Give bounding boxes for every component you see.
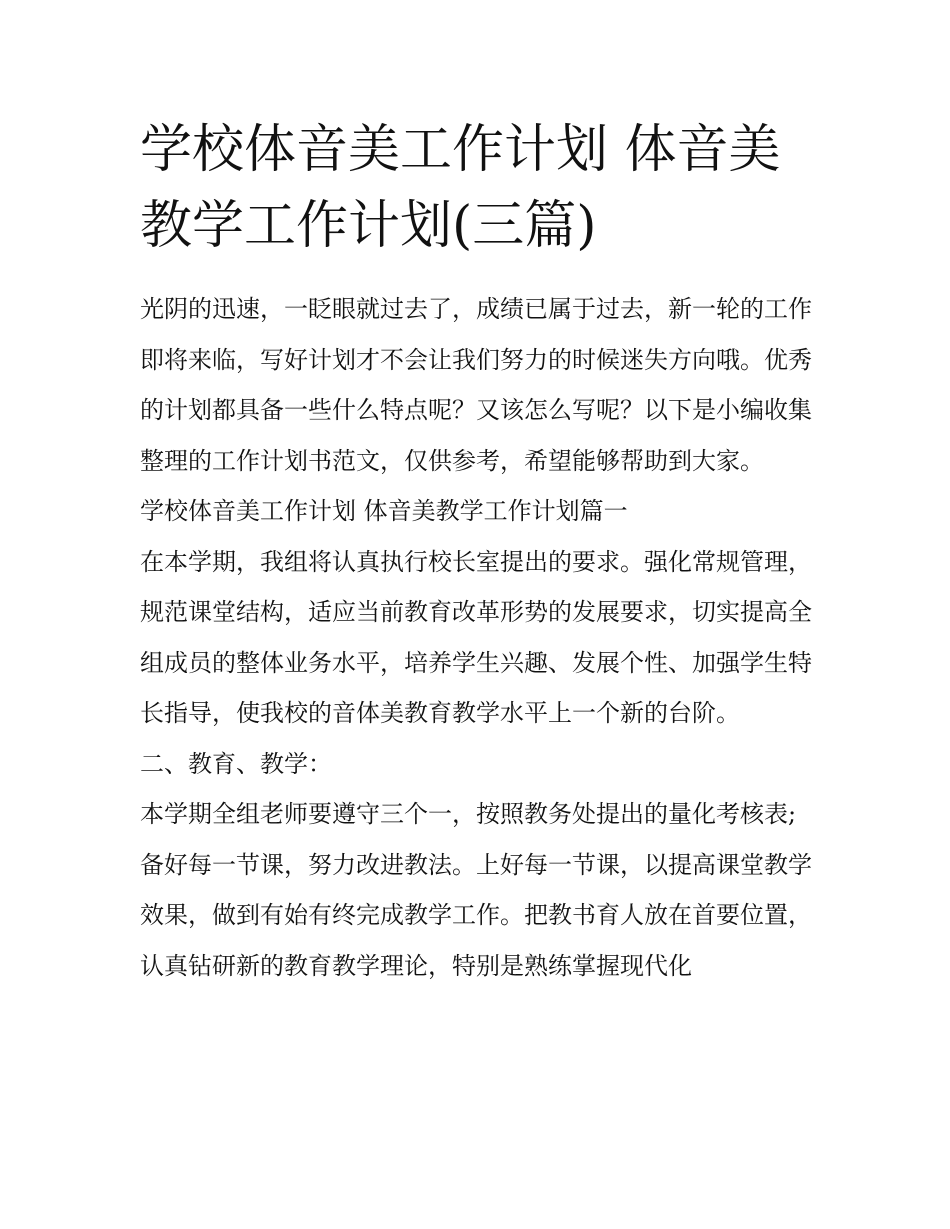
paragraph-goals: 在本学期，我组将认真执行校长室提出的要求。强化常规管理，规范课堂结构，适应当前教育改革形势的发展要求，切实提高全组成员的整体业务水平，培养学生兴趣、发展个性、加强学生特长指导，使我校的音体美教育教学水平上一个新的台阶。 bbox=[140, 547, 812, 727]
document-title: 学校体音美工作计划 体音美教学工作计划(三篇) bbox=[140, 120, 781, 256]
document-content bbox=[140, 112, 815, 991]
paragraph-intro: 光阴的迅速，一眨眼就过去了，成绩已属于过去，新一轮的工作即将来临，写好计划才不会让我们努力的时候迷失方向哦。优秀的计划都具备一些什么特点呢？又该怎么写呢？以下是小编收集整理的工作计划书范文，仅供参考，希望能够帮助到大家。 bbox=[140, 295, 812, 475]
section-heading-part-one: 学校体音美工作计划 体音美教学工作计划篇一 bbox=[140, 497, 628, 525]
document-body bbox=[140, 284, 815, 991]
paragraph-teaching: 本学期全组老师要遵守三个一，按照教务处提出的量化考核表;备好每一节课，努力改进教法。上好每一节课，以提高课堂教学效果，做到有始有终完成教学工作。把教书育人放在首要位置，认真钻研新的教育教学理论，特别是熟练掌握现代化 bbox=[140, 800, 812, 980]
section-heading-education: 二、教育、教学： bbox=[140, 749, 332, 778]
